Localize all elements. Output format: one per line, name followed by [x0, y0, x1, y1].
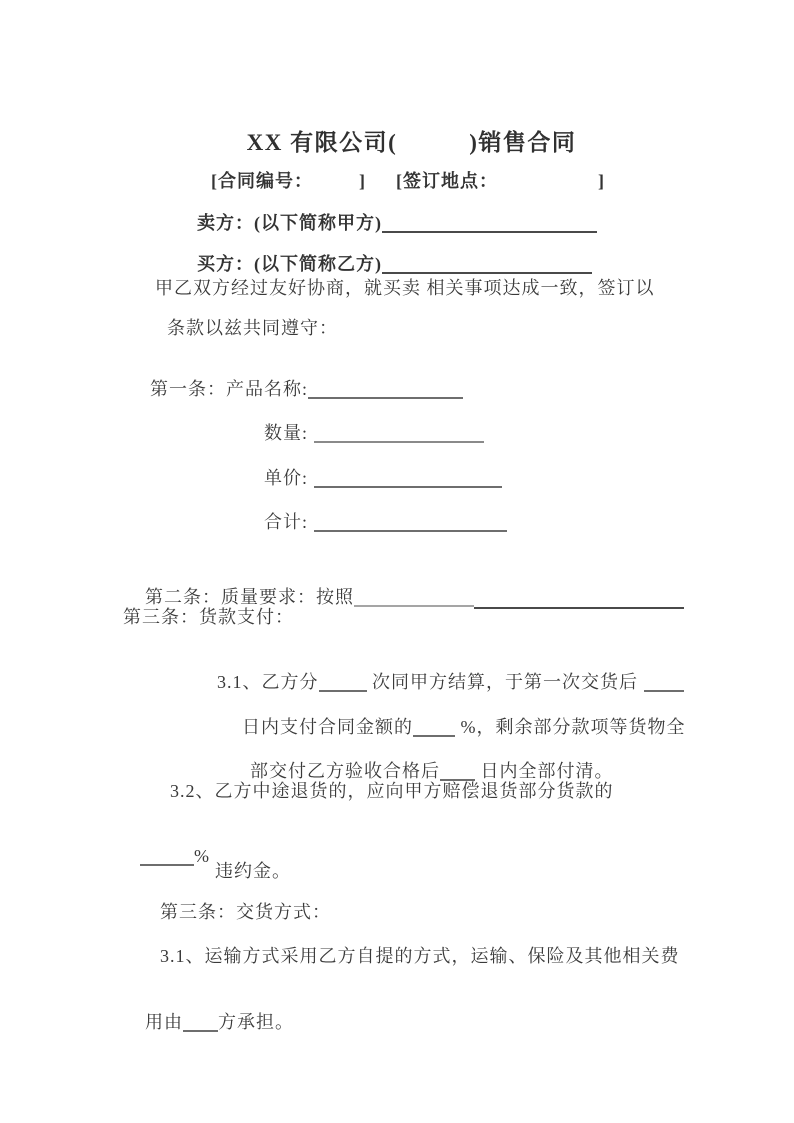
payment-percent-field[interactable]: [413, 717, 455, 737]
title-prefix: XX 有限公司(: [246, 129, 398, 155]
quality-standard-field-2[interactable]: [474, 589, 684, 609]
clause-3-1-text-1: 3.1、乙方分: [217, 671, 319, 692]
penalty-percent-field[interactable]: [140, 846, 194, 866]
contract-no-label: [合同编号：: [211, 170, 313, 191]
percent-sign: %: [194, 845, 210, 866]
clause-3-2-line-3: 违约金。: [215, 861, 291, 881]
title-suffix: )销售合同: [469, 129, 577, 155]
clause-3-1-text-4: %，剩余部分款项等货物全: [455, 716, 686, 737]
clause-3-2-line-2: [118, 822, 210, 890]
total-label: 合计:: [264, 511, 314, 532]
cost-bearer-field[interactable]: [183, 1012, 218, 1032]
delivery-clause-line-2: [123, 988, 294, 1056]
contract-no-close-bracket: ]: [359, 170, 366, 191]
clause-3-2-line-1: 3.2、乙方中途退货的，应向甲方赔偿退货部分货款的: [170, 781, 614, 801]
clause-3-1-text-2: 次同甲方结算，于第一次交货后: [366, 671, 644, 692]
article1-heading: 第一条：产品名称:: [150, 378, 309, 399]
article2-heading: 第二条：质量要求：按照: [145, 586, 354, 607]
sign-place-close-bracket: ]: [598, 170, 605, 191]
settle-days-field[interactable]: [440, 761, 475, 781]
total-line: [242, 488, 507, 556]
article3-payment-heading: 第三条：货款支付：: [123, 607, 294, 627]
unit-price-field[interactable]: [314, 468, 502, 488]
unit-price-label: 单价:: [264, 467, 314, 488]
article3-delivery-heading: 第三条：交货方式：: [160, 902, 331, 922]
clause-3-1-text-5: 部交付乙方验收合格后: [250, 760, 440, 781]
total-field[interactable]: [314, 512, 507, 532]
clause-3-1-text-3: 日内支付合同金额的: [242, 716, 413, 737]
product-name-field[interactable]: [308, 379, 463, 399]
quantity-label: 数量:: [264, 422, 314, 443]
delivery-clause-line-1: 3.1、运输方式采用乙方自提的方式，运输、保险及其他相关费: [160, 946, 680, 966]
buyer-name-field[interactable]: [382, 254, 592, 274]
sign-place-label: [签订地点：: [396, 170, 498, 191]
clause-3-1-text-6: 日内全部付清。: [475, 760, 614, 781]
delivery-clause-text-2: 方承担。: [218, 1011, 294, 1032]
buyer-label: 买方：(以下简称乙方): [197, 253, 382, 274]
installments-field[interactable]: [319, 672, 367, 692]
quantity-field[interactable]: [314, 423, 484, 443]
intro-line-2: 条款以兹共同遵守：: [167, 318, 338, 338]
intro-line-1: 甲乙双方经过友好协商，就买卖 相关事项达成一致，签订以: [155, 278, 655, 298]
seller-label: 卖方：(以下简称甲方): [197, 212, 382, 233]
delivery-clause-text-1: 用由: [145, 1011, 183, 1032]
quality-standard-field-1[interactable]: [354, 587, 474, 607]
days-after-delivery-field[interactable]: [644, 672, 684, 692]
